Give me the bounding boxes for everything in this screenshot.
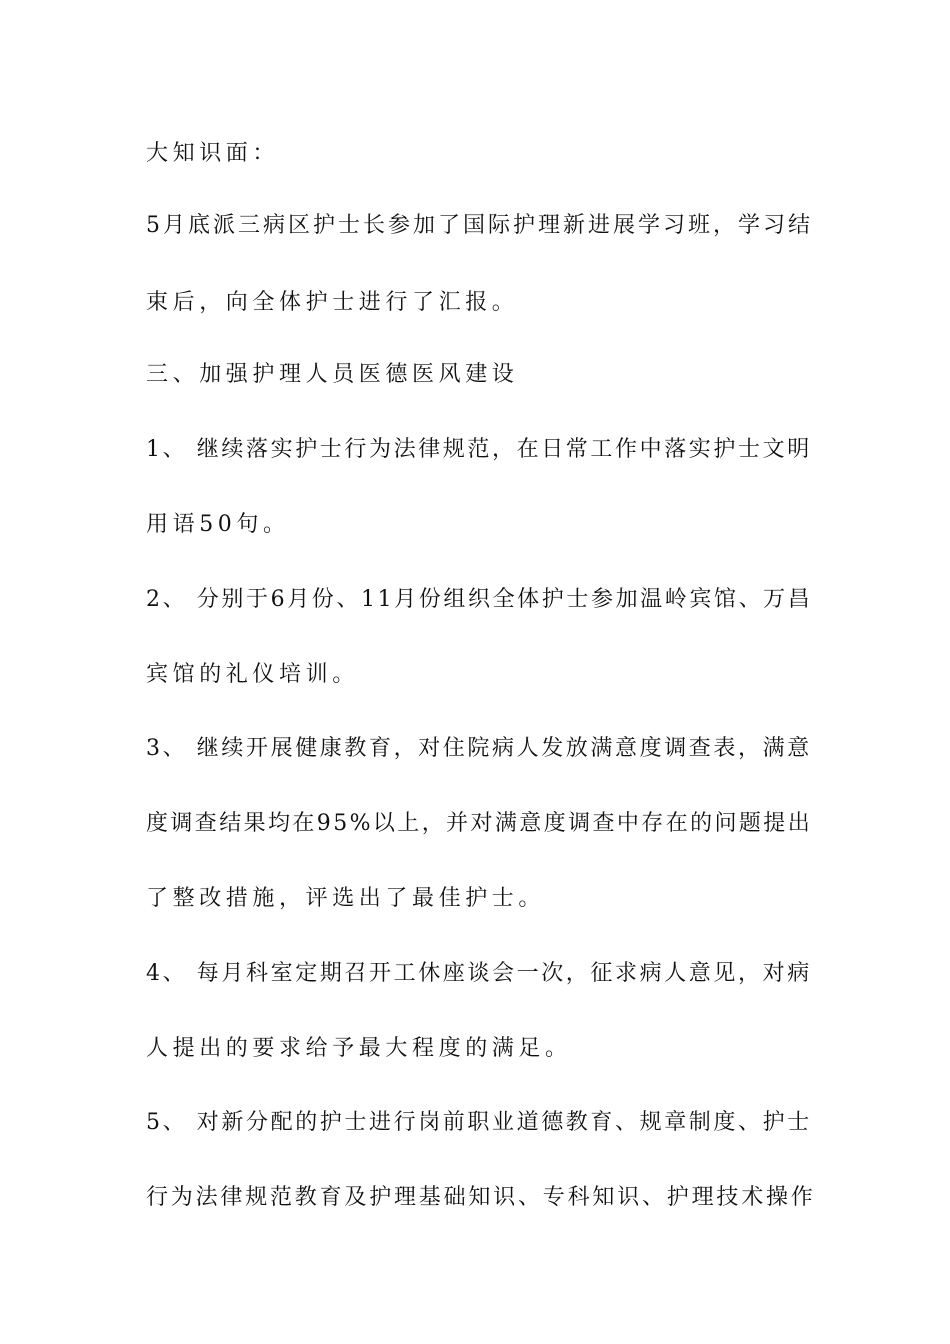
- text-line-3: 束后，向全体护士进行了汇报。: [146, 290, 519, 315]
- list-item-3-line-3: 了整改措施，评选出了最佳护士。: [146, 886, 546, 911]
- text-line-1: 大知识面：: [146, 141, 280, 166]
- list-item-2-line-1: 2、 分别于6月份、11月份组织全体护士参加温岭宾馆、万昌: [146, 587, 813, 612]
- list-item-1-line-1: 1、 继续落实护士行为法律规范，在日常工作中落实护士文明: [146, 437, 812, 462]
- list-item-4-line-1: 4、 每月科室定期召开工休座谈会一次，征求病人意见，对病: [146, 961, 812, 986]
- text-line-2: 5月底派三病区护士长参加了国际护理新进展学习班，学习结: [146, 213, 813, 238]
- list-item-4-line-2: 人提出的要求给予最大程度的满足。: [146, 1036, 572, 1061]
- list-item-3-line-1: 3、 继续开展健康教育，对住院病人发放满意度调查表，满意: [146, 736, 812, 761]
- list-item-3-line-2: 度调查结果均在95%以上，并对满意度调查中存在的问题提出: [146, 811, 813, 836]
- list-item-1-line-2: 用语50句。: [146, 512, 290, 537]
- list-item-2-line-2: 宾馆的礼仪培训。: [146, 662, 359, 687]
- list-item-5-line-1: 5、 对新分配的护士进行岗前职业道德教育、规章制度、护士: [146, 1110, 812, 1135]
- section-heading: 三、加强护理人员医德医风建设: [146, 362, 519, 387]
- list-item-5-line-2: 行为法律规范教育及护理基础知识、专科知识、护理技术操作: [146, 1185, 816, 1210]
